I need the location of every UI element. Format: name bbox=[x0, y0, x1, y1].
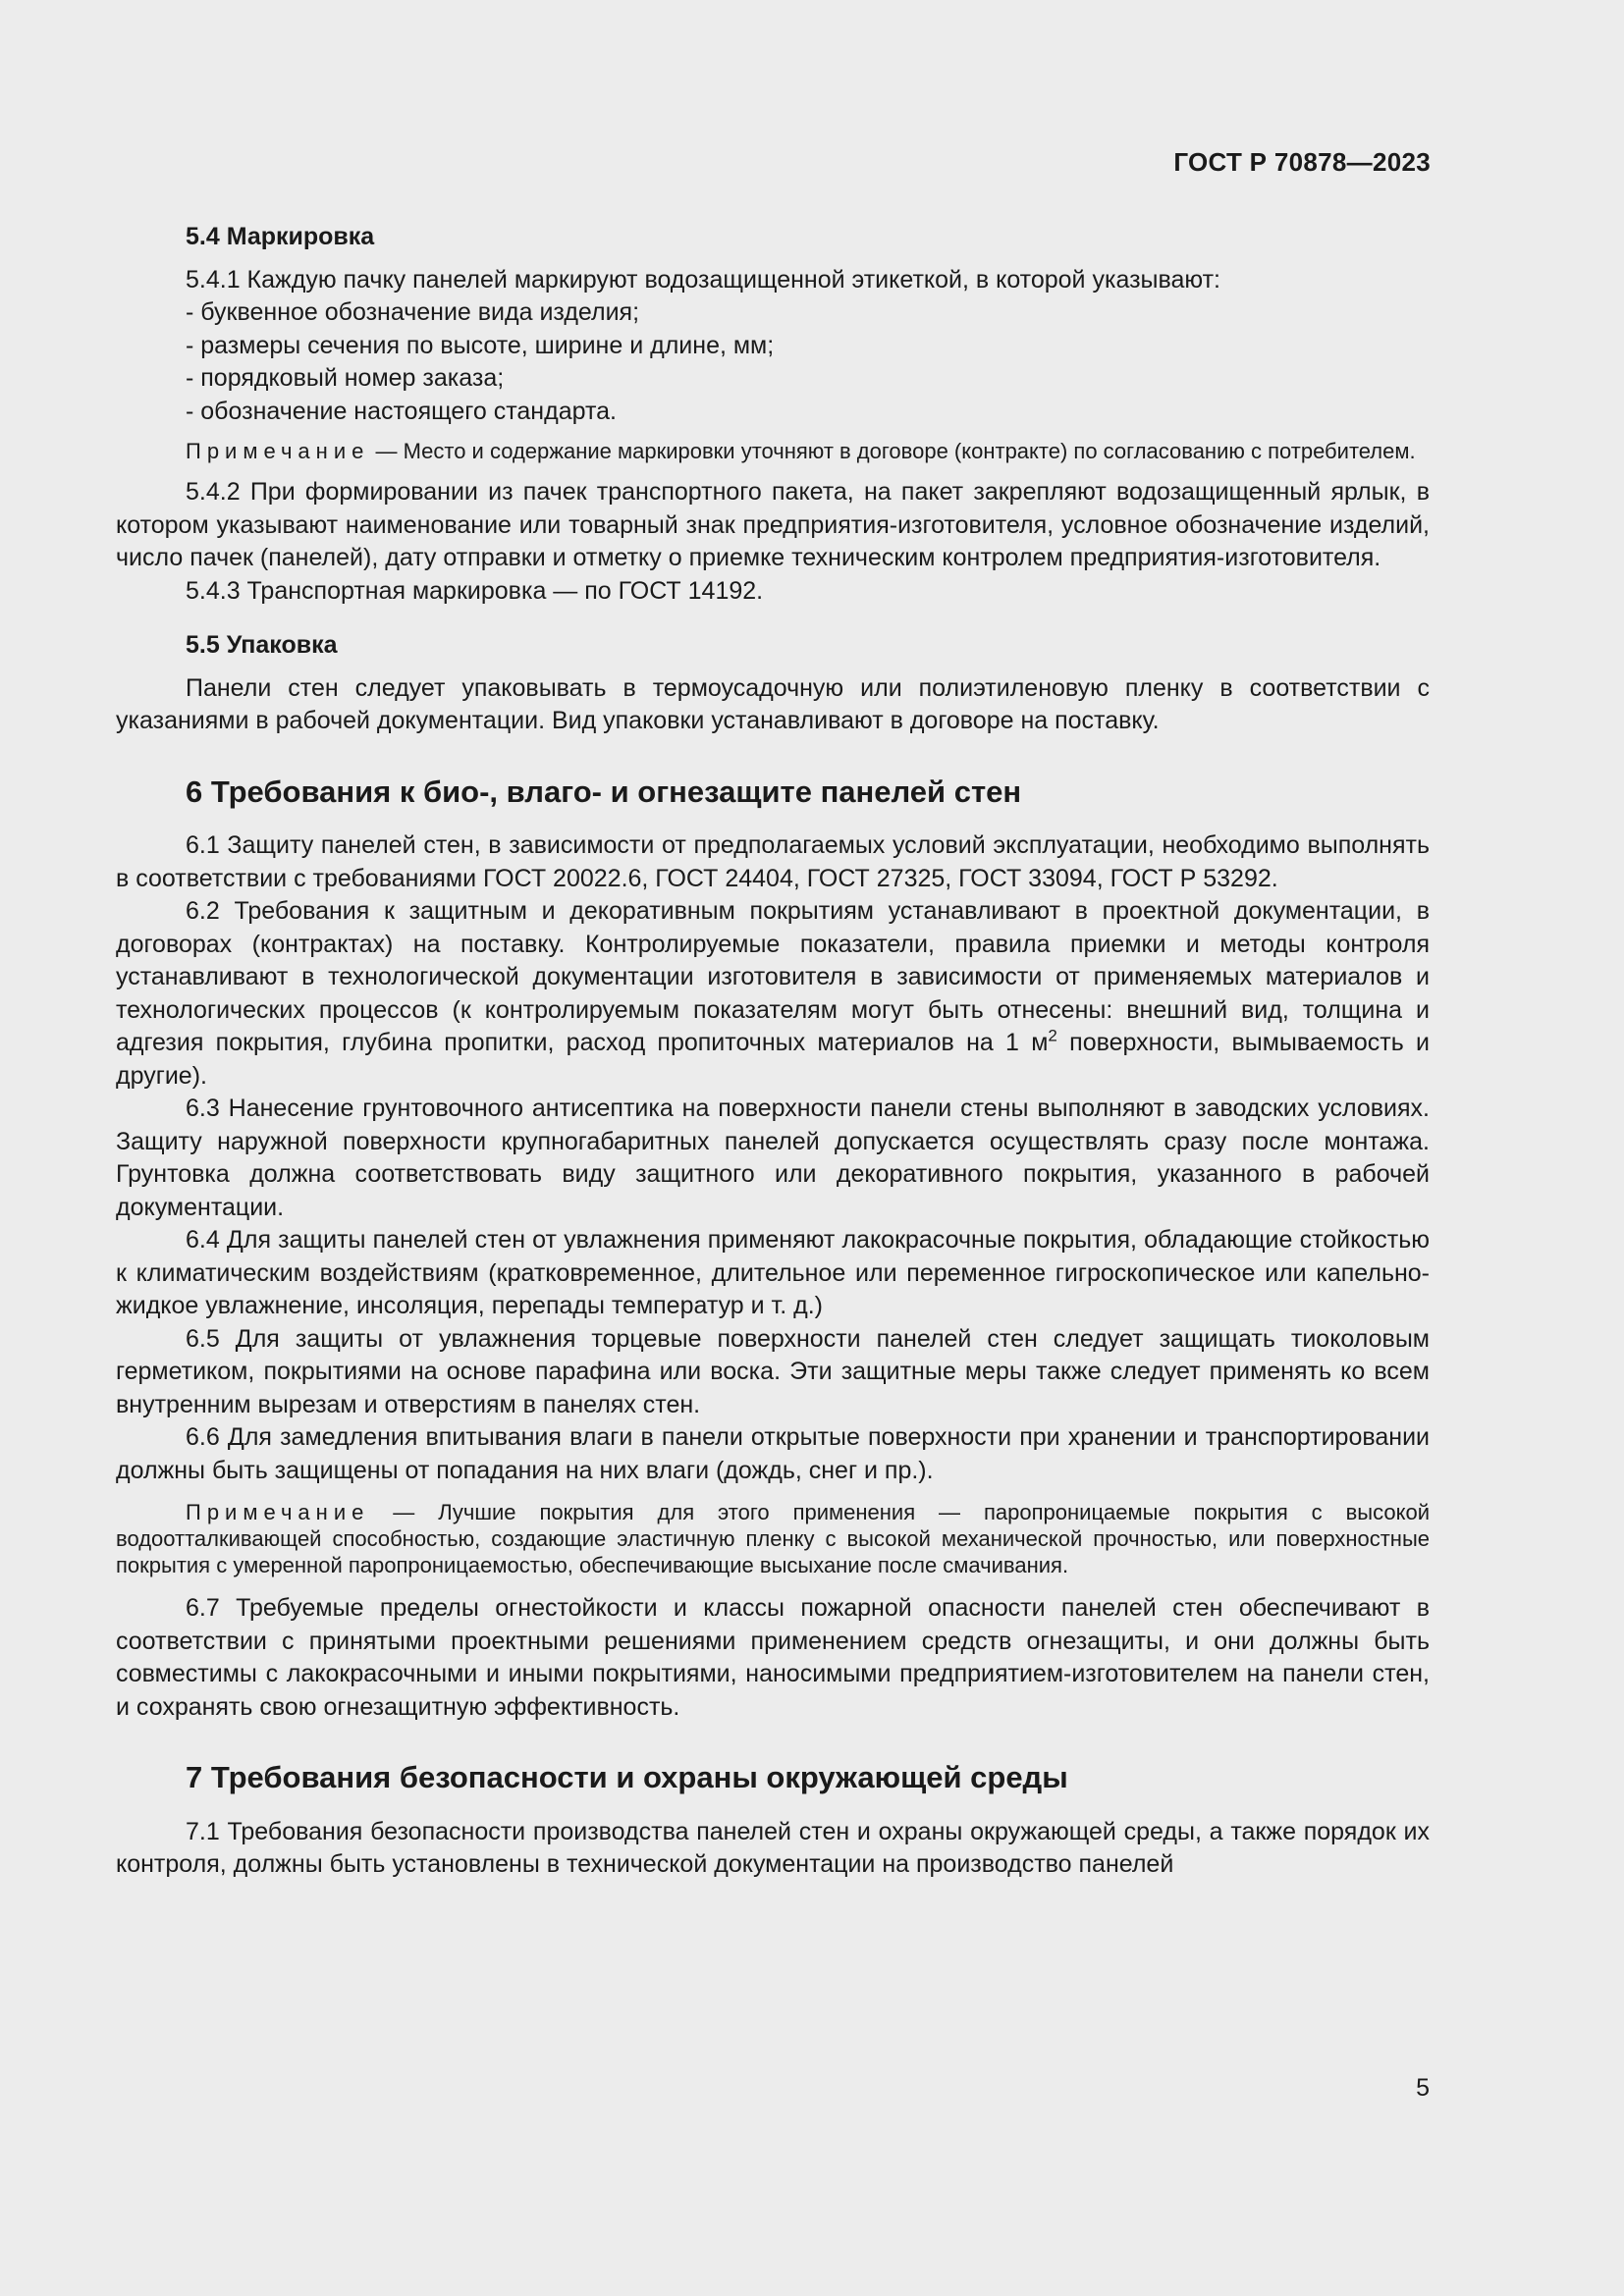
paragraph-6-1: 6.1 Защиту панелей стен, в зависимости от предполагаемых условий эксплуатации, необходимо выполнять в соответствии с требованиями ГОСТ 20022.6, ГОСТ 24404, ГОСТ 27325, ГОСТ 33094, ГОСТ Р 53292. bbox=[116, 831, 1430, 892]
paragraph-5-4-1: 5.4.1 Каждую пачку панелей маркируют водозащищенной этикеткой, в которой указывают: bbox=[186, 265, 1221, 294]
paragraph-7-1: 7.1 Требования безопасности производства панелей стен и охраны окружающей среды, а также порядок их контроля, должны быть установлены в технической документации на производство панелей bbox=[116, 1817, 1430, 1878]
note-6-6 bbox=[116, 1499, 1430, 1578]
paragraph-5-5: Панели стен следует упаковывать в термоусадочную или полиэтиленовую пленку в соответствии с указаниями в рабочей документации. Вид упаковки устанавливают в договоре на поставку. bbox=[116, 673, 1430, 734]
list-item: - буквенное обозначение вида изделия; bbox=[186, 298, 640, 326]
page-number: 5 bbox=[1416, 2074, 1430, 2102]
section-5-5-title: 5.5 Упаковка bbox=[186, 631, 338, 659]
paragraph-6-3: 6.3 Нанесение грунтовочного антисептика на поверхности панели стены выполняют в заводских условиях. Защиту наружной поверхности крупногабаритных панелей допускается осуществлять сразу после монтажа. Грунтовка должна соответствовать виду защитного или декоративного покрытия, указанного в рабочей документации. bbox=[116, 1095, 1430, 1221]
note-label: Примечание bbox=[186, 1500, 370, 1524]
paragraph-6-2-text: 6.2 Требования к защитным и декоративным покрытиям устанавливают в проектной документации, в договорах (контрактах) на поставку. Контролируемые показатели, правила приемки и методы контроля устанавливают в технологической документации изготовителя в зависимости от применяемых материалов и технологических процессов (к контролируемым показателям могут быть отнесены: внешний вид, толщина и адгезия покрытия, глубина пропитки, расход пропиточных материалов на 1 м bbox=[116, 897, 1430, 1056]
paragraph-6-6: 6.6 Для замедления впитывания влаги в панели открытые поверхности при хранении и транспортировании должны быть защищены от попадания на них влаги (дождь, снег и пр.). bbox=[116, 1423, 1430, 1484]
note-5-4 bbox=[116, 438, 1430, 464]
section-7-title: 7 Требования безопасности и охраны окружающей среды bbox=[186, 1760, 1068, 1794]
paragraph-6-4: 6.4 Для защиты панелей стен от увлажнения применяют лакокрасочные покрытия, обладающие стойкостью к климатическим воздействиям (кратковременное, длительное или переменное гигроскопическое или капельно-жидкое увлажнение, инсоляция, перепады температур и т. д.) bbox=[116, 1226, 1430, 1319]
paragraph-6-2 bbox=[116, 895, 1430, 1093]
paragraph-6-5: 6.5 Для защиты от увлажнения торцевые поверхности панелей стен следует защищать тиоколовым герметиком, покрытиями на основе парафина или воска. Эти защитные меры также следует применять ко всем внутренним вырезам и отверстиям в панелях стен. bbox=[116, 1324, 1430, 1418]
section-5-4-title: 5.4 Маркировка bbox=[186, 223, 375, 250]
note-text: — Место и содержание маркировки уточняют в договоре (контракте) по согласованию с потребителем. bbox=[369, 439, 1416, 463]
note-text: — Лучшие покрытия для этого применения — паропроницаемые покрытия с высокой водоотталкивающей способностью, создающие эластичную пленку с высокой механической прочностью, или поверхностные покрытия с умеренной паропроницаемостью, обеспечивающие высыхание после смачивания. bbox=[116, 1500, 1430, 1577]
document-body bbox=[116, 221, 1430, 1882]
list-item: - порядковый номер заказа; bbox=[186, 364, 505, 392]
paragraph-6-7: 6.7 Требуемые пределы огнестойкости и классы пожарной опасности панелей стен обеспечивают в соответствии с принятыми проектными решениями применением средств огнезащиты, и они должны быть совместимы с лакокрасочными и иными покрытиями, наносимыми предприятием-изготовителем на панели стен, и сохранять свою огнезащитную эффективность. bbox=[116, 1594, 1430, 1721]
note-label: Примечание bbox=[186, 439, 370, 463]
list-item: - размеры сечения по высоте, ширине и длине, мм; bbox=[186, 331, 775, 359]
paragraph-5-4-3: 5.4.3 Транспортная маркировка — по ГОСТ 14192. bbox=[186, 576, 764, 605]
marking-list bbox=[116, 296, 1430, 428]
paragraph-5-4-2: 5.4.2 При формировании из пачек транспортного пакета, на пакет закрепляют водозащищенный ярлык, в котором указывают наименование или товарный знак предприятия-изготовителя, условное обозначение изделий, число пачек (панелей), дату отправки и отметку о приемке техническим контролем предприятия-изготовителя. bbox=[116, 478, 1430, 571]
superscript: 2 bbox=[1048, 1026, 1057, 1045]
list-item: - обозначение настоящего стандарта. bbox=[186, 397, 617, 425]
paragraph-6-2-tail: поверхности, вымываемость и другие). bbox=[116, 1029, 1430, 1090]
section-6-title: 6 Требования к био-, влаго- и огнезащите панелей стен bbox=[186, 774, 1022, 809]
document-code: ГОСТ Р 70878—2023 bbox=[1173, 147, 1431, 177]
